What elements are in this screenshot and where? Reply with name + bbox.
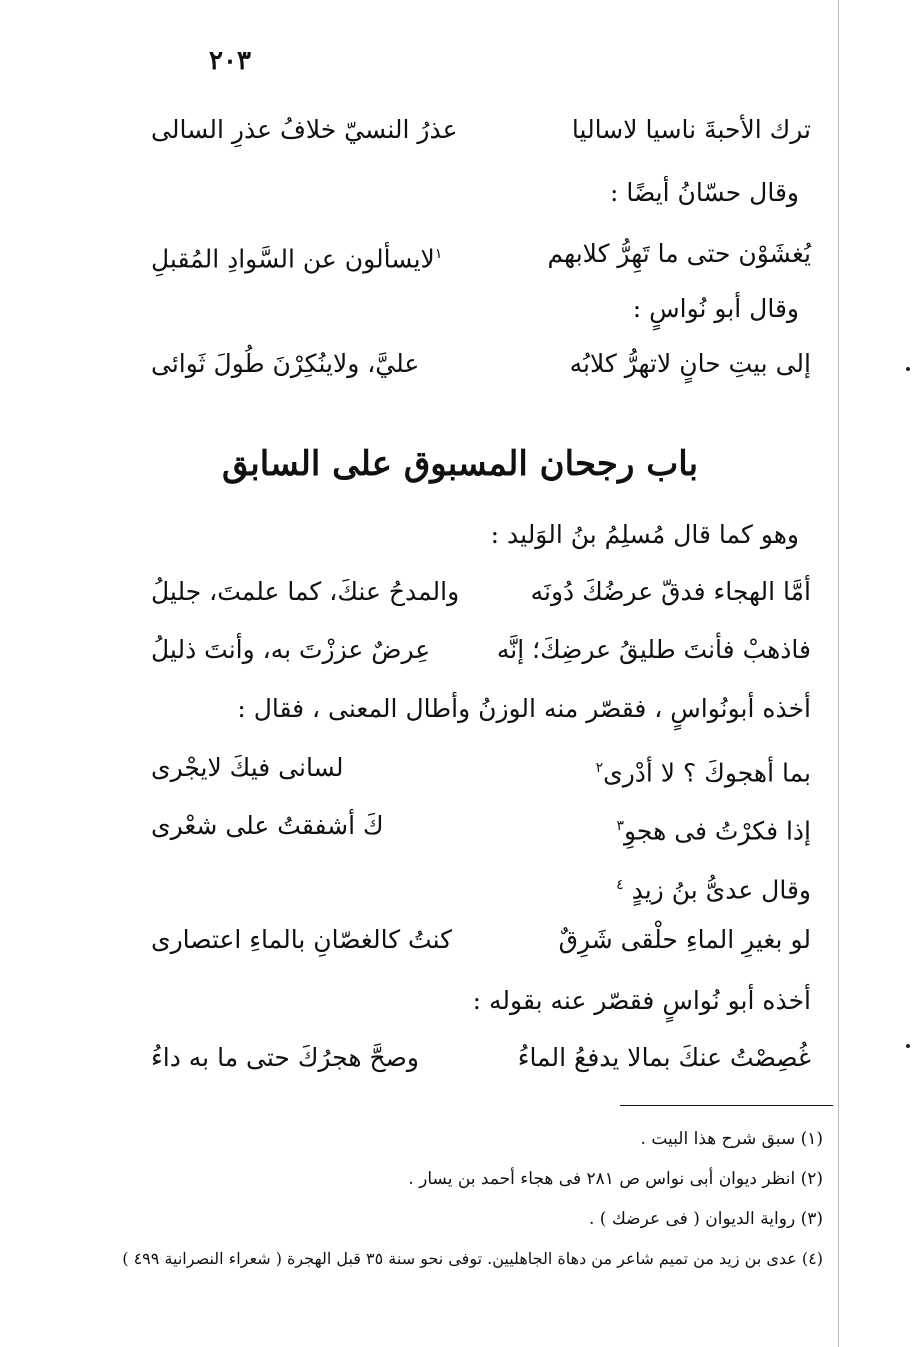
verse-hemistich-2: عليَّ، ولاينُكِرْنَ طُولَ ثَوائى: [151, 349, 420, 378]
footnote-ref: ١: [434, 246, 443, 262]
verse-hemistich-2: والمدحُ عنكَ، كما علمتَ، جليلُ: [151, 577, 460, 606]
footnote: (١) سبق شرح هذا البيت .: [640, 1129, 823, 1149]
verse-hemistich-1: [501, 802, 811, 855]
verse-hemistich-2: لسانى فيكَ لايجْرى: [151, 753, 344, 782]
intro-text: وقال عدىُّ بنُ زيدٍ: [631, 875, 811, 905]
verse-line: [151, 802, 811, 850]
verse-hemistich-1: إلى بيتِ حانٍ لاتهرُّ كلابُه: [569, 349, 811, 378]
intro-line: وقال أبو نُواسٍ :: [632, 294, 799, 323]
verse-hemistich-1: لو بغيرِ الماءِ حلْقى شَرِقٌ: [558, 925, 811, 954]
verse-hemistich-2: كنتُ كالغصّانِ بالماءِ اعتصارى: [151, 925, 453, 954]
intro-line: [151, 864, 811, 906]
verse-line: [151, 568, 811, 616]
verse-hemistich-2: عِرضٌ عززْتَ به، وأنتَ ذليلُ: [151, 635, 431, 664]
footnote-ref: ٣: [616, 818, 625, 834]
verse-hemistich-1: فاذهبْ فأنتَ طليقُ عرضِكَ؛ إنَّه: [496, 635, 811, 664]
intro-line: وهو كما قال مُسلِمُ بنُ الوَليد :: [490, 520, 799, 549]
margin-mark: [906, 1044, 910, 1048]
verse-hemistich-1: غُصِصْتُ عنكَ بمالا يدفعُ الماءُ: [517, 1043, 811, 1072]
verse-hemistich-2: كَ أشفقتُ على شعْرى: [151, 811, 384, 840]
verse-hemistich-1: يُغشَوْن حتى ما تَهِرُّ كلابهم: [547, 239, 811, 268]
footnote: (٤) عدى بن زيد من تميم شاعر من دهاة الجاهليين. توفى نحو سنة ٣٥ قبل الهجرة ( شعراء النصرانية ٤٩٩ ): [122, 1249, 823, 1268]
verse-hemistich-2: [151, 230, 481, 283]
verse-line: [151, 106, 811, 154]
verse-line: [151, 916, 811, 964]
intro-line: وقال حسّانُ أيضًا :: [609, 178, 799, 207]
verse-hemistich-1: ترك الأحبةَ ناسيا لاساليا: [571, 115, 811, 144]
intro-line: أخذه أبونُواسٍ ، فقصّر منه الوزنُ وأطال المعنى ، فقال :: [237, 694, 811, 723]
page-edge-line: [838, 0, 839, 1347]
verse-line: [151, 340, 811, 388]
verse-line: [151, 744, 811, 792]
footnote-divider: [620, 1105, 833, 1106]
footnote-ref: ٢: [595, 760, 604, 776]
verse-hemistich-1: أمَّا الهجاء فدقّ عرضُكَ دُونَه: [530, 577, 811, 606]
verse-line: [151, 626, 811, 674]
verse-hemistich-2: عذرُ النسيّ خلافُ عذرِ السالى: [151, 115, 458, 144]
verse-text: بما أهجوكَ ؟ لا أدْرى: [603, 758, 811, 788]
verse-hemistich-1: [501, 744, 811, 797]
footnote: (٢) انظر ديوان أبى نواس ص ٢٨١ فى هجاء أحمد بن يسار .: [408, 1169, 823, 1189]
footnote-ref: ٤: [616, 877, 624, 893]
margin-mark: [906, 367, 910, 371]
verse-line: [151, 230, 811, 278]
verse-line: [151, 1034, 811, 1082]
verse-hemistich-2: وصحَّ هجرُكَ حتى ما به داءُ: [151, 1043, 419, 1072]
page-number: ٢٠٣: [209, 46, 251, 76]
footnote: (٣) رواية الديوان ( فى عرضك ) .: [588, 1209, 823, 1229]
section-title: باب رجحان المسبوق على السابق: [221, 444, 699, 484]
intro-line: أخذه أبو نُواسٍ فقصّر عنه بقوله :: [472, 986, 811, 1015]
verse-text: إذا فكرْتُ فى هجوِ: [624, 816, 811, 846]
verse-text: لايسألون عن السَّوادِ المُقبلِ: [151, 244, 435, 274]
